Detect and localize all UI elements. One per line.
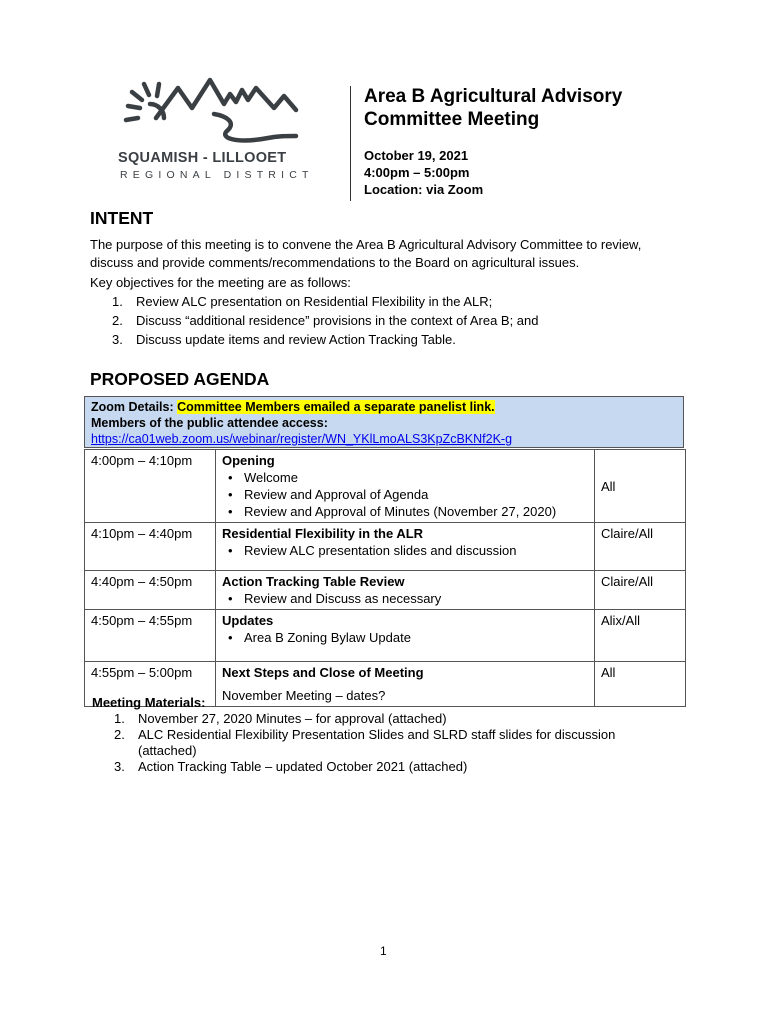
table-row (85, 610, 686, 662)
agenda-time: 4:55pm – 5:00pm (85, 662, 216, 707)
meeting-materials (92, 694, 672, 775)
table-row (85, 523, 686, 571)
list-number: 2. (114, 727, 125, 742)
objectives-intro: Key objectives for the meeting are as follows: (90, 275, 351, 290)
meeting-date: October 19, 2021 (364, 148, 469, 163)
meeting-time: 4:00pm – 5:00pm (364, 165, 470, 180)
intent-heading: INTENT (90, 208, 154, 228)
agenda-time: 4:50pm – 4:55pm (85, 610, 216, 662)
list-item (92, 759, 652, 775)
zoom-label: Zoom Details: (91, 400, 174, 414)
list-item: • Review ALC presentation slides and discussion (222, 542, 588, 559)
agenda-item-title: Opening (222, 453, 275, 468)
materials-heading: Meeting Materials: (92, 695, 206, 710)
agenda-item-title: Action Tracking Table Review (222, 574, 405, 589)
list-number: 2. (112, 313, 123, 328)
list-item: • Area B Zoning Bylaw Update (222, 629, 588, 646)
list-text: Review ALC presentation on Residential Flexibility in the ALR; (136, 294, 493, 309)
agenda-heading: PROPOSED AGENDA (90, 369, 270, 389)
list-item (90, 330, 680, 349)
header-divider (350, 86, 351, 201)
list-number: 1. (114, 711, 125, 726)
intent-paragraph: The purpose of this meeting is to convene the Area B Agricultural Advisory Committee to review, discuss and provide comments/recommendations to the Board on agricultural issues. (90, 237, 642, 270)
list-text: Discuss update items and review Action Tracking Table. (136, 332, 456, 347)
zoom-highlight: Committee Members emailed a separate panelist link. (177, 400, 495, 414)
agenda-item (216, 523, 595, 571)
page-number: 1 (380, 944, 387, 958)
list-item (92, 711, 652, 727)
list-number: 3. (112, 332, 123, 347)
agenda-item-title: Updates (222, 613, 274, 628)
table-row (85, 450, 686, 523)
agenda-item (216, 571, 595, 610)
list-text: Action Tracking Table – updated October 2021 (attached) (138, 759, 468, 774)
materials-list (92, 711, 652, 775)
meeting-details (364, 147, 483, 198)
agenda-lead: Alix/All (595, 610, 686, 662)
agenda-lead: All (595, 450, 686, 523)
agenda-item (216, 450, 595, 523)
list-text: Discuss “additional residence” provisions in the context of Area B; and (136, 313, 539, 328)
agenda-lead: All (595, 662, 686, 707)
agenda-time: 4:00pm – 4:10pm (85, 450, 216, 523)
meeting-location: Location: via Zoom (364, 182, 484, 197)
list-item (92, 727, 652, 759)
agenda-item (216, 610, 595, 662)
agenda-lead: Claire/All (595, 523, 686, 571)
agenda-time: 4:10pm – 4:40pm (85, 523, 216, 571)
list-item (90, 311, 680, 330)
list-number: 1. (112, 294, 123, 309)
list-item: • Review and Approval of Agenda (222, 486, 588, 503)
list-text: ALC Residential Flexibility Presentation Slides and SLRD staff slides for discussion (attached) (138, 727, 616, 758)
public-registration-link[interactable]: https://ca01web.zoom.us/webinar/register/WN_YKlLmoALS3KpZcBKNf2K-g (91, 432, 513, 446)
org-subtitle: REGIONAL DISTRICT (120, 169, 314, 181)
zoom-details-box (84, 396, 684, 448)
list-number: 3. (114, 759, 125, 774)
agenda-time: 4:40pm – 4:50pm (85, 571, 216, 610)
agenda-item-title: Residential Flexibility in the ALR (222, 526, 424, 541)
list-item (90, 292, 680, 311)
list-item: • Review and Approval of Minutes (November 27, 2020) (222, 503, 588, 520)
meeting-title: Area B Agricultural Advisory Committee Meeting (364, 86, 623, 130)
public-access-label: Members of the public attendee access: (91, 416, 328, 430)
agenda-lead: Claire/All (595, 571, 686, 610)
agenda-item-note: November Meeting – dates? (222, 688, 386, 703)
agenda-item-title: Next Steps and Close of Meeting (222, 665, 424, 680)
objectives-list (90, 292, 680, 349)
org-name: SQUAMISH - LILLOOET (118, 150, 287, 166)
list-item: • Review and Discuss as necessary (222, 590, 588, 607)
agenda-table (84, 449, 686, 707)
table-row (85, 571, 686, 610)
list-text: November 27, 2020 Minutes – for approval (attached) (138, 711, 447, 726)
list-item: • Welcome (222, 469, 588, 486)
